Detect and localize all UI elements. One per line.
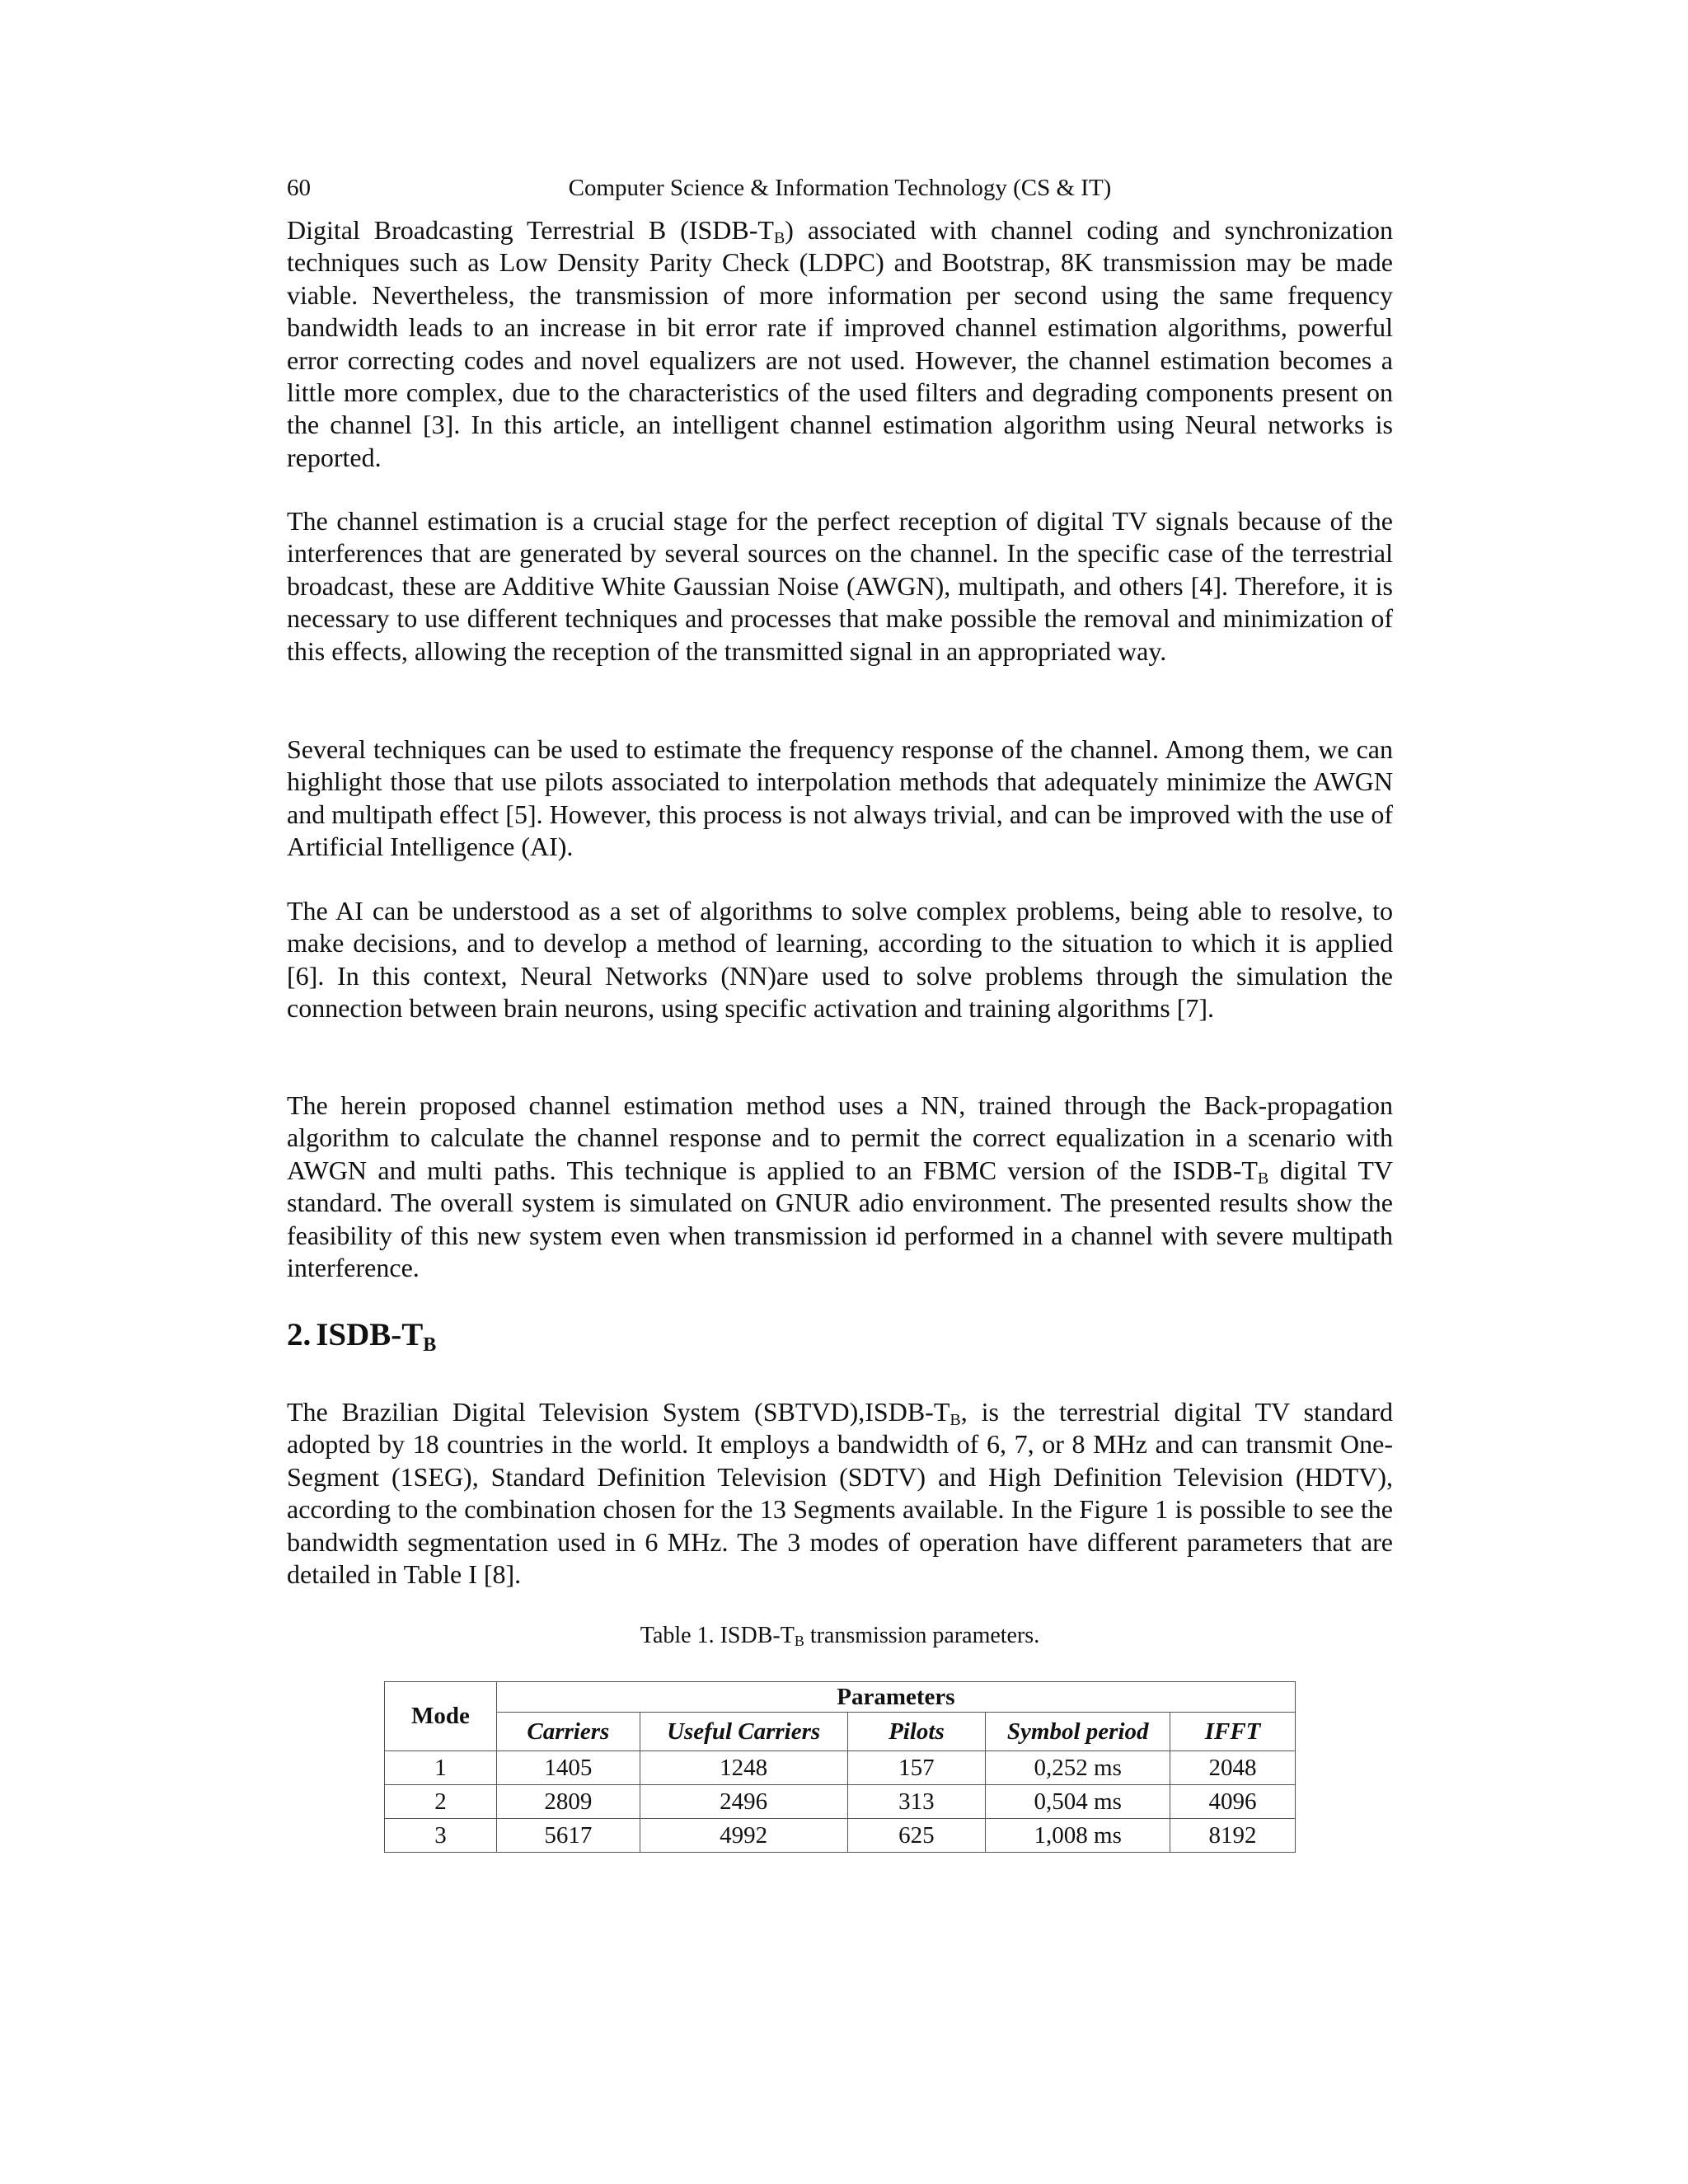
section-title-subscript: B xyxy=(423,1334,437,1356)
caption-text: transmission parameters. xyxy=(804,1623,1040,1648)
paragraph-text: Digital Broadcasting Terrestrial B (ISDB-T xyxy=(287,215,774,245)
table-cell: 1405 xyxy=(496,1751,640,1785)
section-number: 2. xyxy=(287,1317,312,1352)
paragraph-isdb-description xyxy=(287,1396,1393,1591)
subscript: B xyxy=(950,1411,961,1429)
table-cell: 1248 xyxy=(640,1751,847,1785)
paragraph-ai: The AI can be understood as a set of algorithms to solve complex problems, being able to resolve, to make decisions, and to develop a method of learning, according to the situation to which it is applied [6]. In this context, Neural Networks (NN)are used to solve problems through the simulation the connection between brain neurons, using specific activation and training algorithms [7]. xyxy=(287,896,1393,1024)
table-cell: 8192 xyxy=(1170,1819,1296,1853)
paragraph-channel-estimation: The channel estimation is a crucial stage for the perfect reception of digital TV signals because of the interferences that are generated by several sources on the channel. In the specific case of the terrestrial broadcast, these are Additive White Gaussian Noise (AWGN), multipath, and others [4]. Therefore, it is necessary to use different techniques and processes that make possible the removal and minimization of this effects, allowing the reception of the transmitted signal in an appropriated way. xyxy=(287,506,1393,666)
paragraph-text: ) associated with channel coding and synchronization techniques such as Low Density Parity Check (LDPC) and Bootstrap, 8K transmission may be made viable. Nevertheless, the transmission of more information per second using the same frequency bandwidth leads to an increase in bit error rate if improved channel estimation algorithms, powerful error correcting codes and novel equalizers are not used. However, the channel estimation becomes a little more complex, due to the characteristics of the used filters and degrading components present on the channel [3]. In this article, an intelligent channel estimation algorithm using Neural networks is reported. xyxy=(287,215,1394,472)
parameters-table xyxy=(384,1681,1296,1853)
page-header xyxy=(287,171,1393,204)
paragraph-techniques: Several techniques can be used to estimate the frequency response of the channel. Among them, we can highlight those that use pilots associated to interpolation methods that adequately minimize the AWGN and multipath effect [5]. However, this process is not always trivial, and can be improved with the use of Artificial Intelligence (AI). xyxy=(287,734,1393,862)
table-cell: 1 xyxy=(385,1751,497,1785)
table-cell: 2809 xyxy=(496,1785,640,1819)
table-column-header-row xyxy=(385,1713,1296,1751)
section-title: ISDB-T xyxy=(316,1317,424,1352)
running-head: Computer Science & Information Technology (CS & IT) xyxy=(568,175,1112,201)
paragraph-proposed-method xyxy=(287,1090,1393,1284)
table-row xyxy=(385,1751,1296,1785)
table-header-row xyxy=(385,1682,1296,1713)
table-cell: 2 xyxy=(385,1785,497,1819)
paragraph-text: The herein proposed channel estimation method uses a NN, trained through the Back-propagation algorithm to calculate the channel response and to permit the correct equalization in a scenario with AWGN and multi paths. This technique is applied to an FBMC version of the ISDB-T xyxy=(287,1090,1393,1185)
column-header-pilots: Pilots xyxy=(847,1713,986,1751)
paragraph-text: digital TV standard. The overall system is simulated on GNUR adio environment. The presented results show the feasibility of this new system even when transmission id performed in a channel with severe multipath interference. xyxy=(287,1155,1394,1283)
caption-subscript: B xyxy=(794,1633,804,1649)
table-cell: 4096 xyxy=(1170,1785,1296,1819)
parameters-group-header: Parameters xyxy=(496,1682,1295,1713)
column-header-symbol-period: Symbol period xyxy=(986,1713,1170,1751)
column-header-carriers: Carriers xyxy=(496,1713,640,1751)
mode-header: Mode xyxy=(385,1682,497,1751)
table-cell: 0,504 ms xyxy=(986,1785,1170,1819)
table-cell: 3 xyxy=(385,1819,497,1853)
page-number: 60 xyxy=(287,175,311,201)
paragraph-intro-continuation xyxy=(287,214,1393,474)
table-cell: 625 xyxy=(847,1819,986,1853)
subscript: B xyxy=(773,229,785,247)
table-cell: 0,252 ms xyxy=(986,1751,1170,1785)
column-header-useful-carriers: Useful Carriers xyxy=(640,1713,847,1751)
table-row xyxy=(385,1819,1296,1853)
caption-text: Table 1. ISDB-T xyxy=(640,1623,795,1648)
table-cell: 1,008 ms xyxy=(986,1819,1170,1853)
table-cell: 313 xyxy=(847,1785,986,1819)
paragraph-text: The Brazilian Digital Television System (SBTVD),ISDB-T xyxy=(287,1397,950,1427)
paragraph-text: , is the terrestrial digital TV standard adopted by 18 countries in the world. It employs a bandwidth of 6, 7, or 8 MHz and can transmit One-Segment (1SEG), Standard Definition Television (SDTV) and High Definition Television (HDTV), according to the combination chosen for the 13 Segments available. In the Figure 1 is possible to see the bandwidth segmentation used in 6 MHz. The 3 modes of operation have different parameters that are detailed in Table I [8]. xyxy=(287,1397,1394,1590)
table-cell: 2496 xyxy=(640,1785,847,1819)
table-cell: 2048 xyxy=(1170,1751,1296,1785)
table-row xyxy=(385,1785,1296,1819)
table-cell: 5617 xyxy=(496,1819,640,1853)
subscript: B xyxy=(1257,1169,1269,1188)
table-cell: 4992 xyxy=(640,1819,847,1853)
column-header-ifft: IFFT xyxy=(1170,1713,1296,1751)
table-cell: 157 xyxy=(847,1751,986,1785)
table-caption xyxy=(287,1620,1393,1652)
section-heading xyxy=(287,1315,436,1355)
